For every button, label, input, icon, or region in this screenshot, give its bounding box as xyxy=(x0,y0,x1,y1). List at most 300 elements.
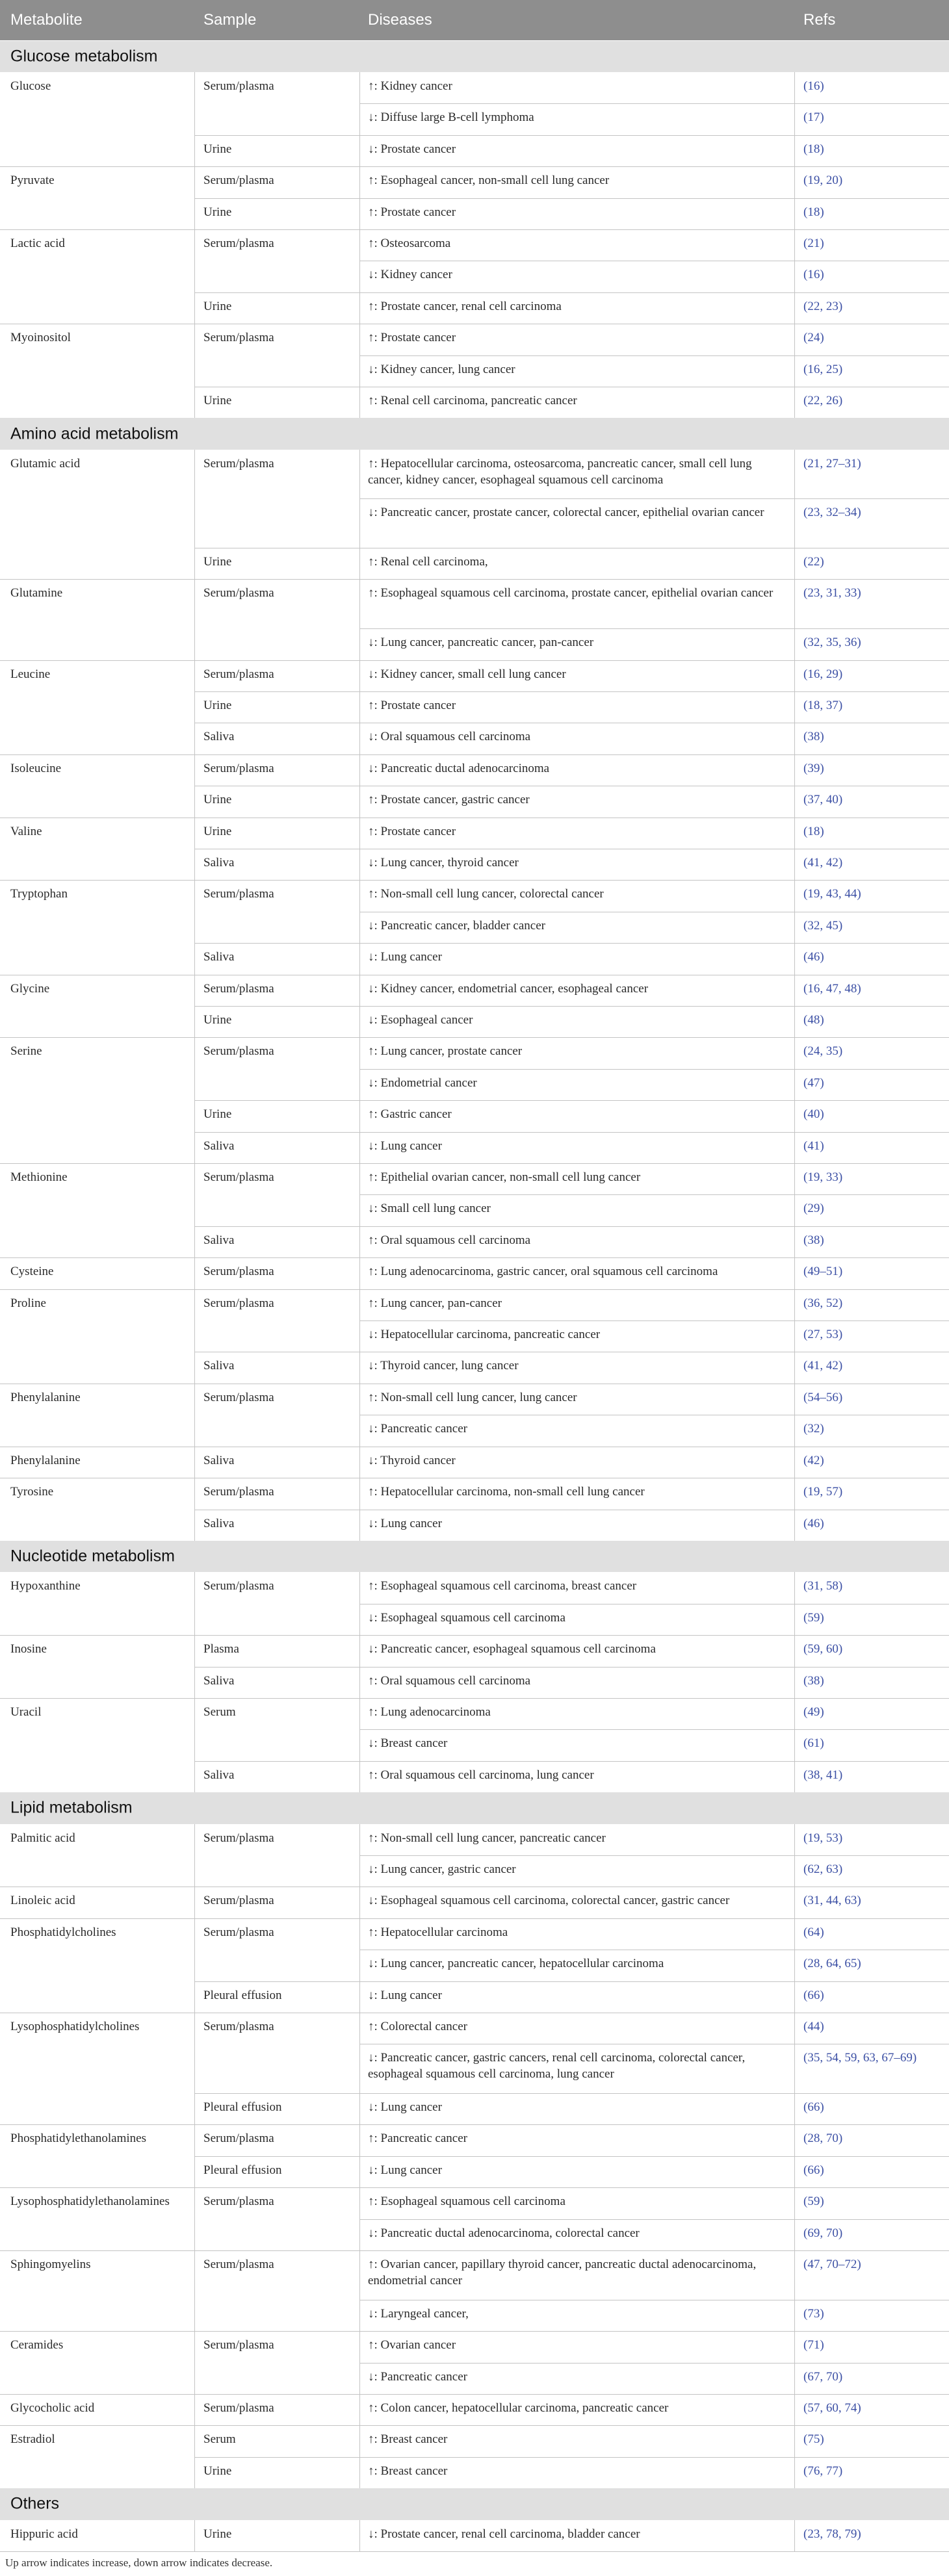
reference-link: (38, 41) xyxy=(803,1768,843,1782)
sample-type: Serum/plasma xyxy=(203,1831,274,1845)
reference-link: (24, 35) xyxy=(803,1044,843,1059)
metabolite-name: Leucine xyxy=(10,667,51,681)
row-divider xyxy=(0,2331,949,2332)
section-title: Others xyxy=(10,2494,60,2513)
row-divider xyxy=(0,1037,949,1038)
metabolite-name: Palmitic acid xyxy=(10,1831,75,1845)
sample-type: Saliva xyxy=(203,1673,235,1688)
metabolite-name: Pyruvate xyxy=(10,174,55,188)
row-divider xyxy=(0,1163,949,1164)
section-title: Lipid metabolism xyxy=(10,1798,133,1817)
sample-type: Serum/plasma xyxy=(203,2401,274,2415)
sample-type: Pleural effusion xyxy=(203,1988,282,2002)
row-divider xyxy=(359,628,949,629)
row-divider xyxy=(194,1981,949,1982)
reference-link: (22) xyxy=(803,555,824,569)
disease-entry: ↑: Pancreatic cancer xyxy=(368,2132,467,2146)
sample-type: Serum/plasma xyxy=(203,2132,274,2146)
disease-entry: ↑: Prostate cancer xyxy=(368,698,456,712)
sample-type: Serum/plasma xyxy=(203,667,274,681)
reference-link: (21, 27–31) xyxy=(803,456,861,470)
disease-entry: ↓: Thyroid cancer, lung cancer xyxy=(368,1359,519,1373)
section-title: Nucleotide metabolism xyxy=(10,1547,175,1565)
reference-link: (18) xyxy=(803,205,824,219)
column-divider xyxy=(359,1824,360,2489)
reference-link: (76, 77) xyxy=(803,2464,843,2478)
sample-type: Saliva xyxy=(203,1139,235,1153)
metabolite-name: Ceramides xyxy=(10,2338,64,2352)
sample-type: Serum/plasma xyxy=(203,981,274,996)
disease-entry: ↑: Colorectal cancer xyxy=(368,2020,467,2034)
disease-entry: ↑: Esophageal squamous cell carcinoma, prostate cancer, epithelial ovarian cancer xyxy=(368,586,774,600)
metabolite-name: Tyrosine xyxy=(10,1485,54,1499)
row-divider xyxy=(359,2219,949,2220)
sample-type: Saliva xyxy=(203,1359,235,1373)
sample-type: Serum/plasma xyxy=(203,2020,274,2034)
disease-entry: ↑: Esophageal squamous cell carcinoma, breast cancer xyxy=(368,1579,637,1593)
disease-entry: ↑: Epithelial ovarian cancer, non-small cell lung cancer xyxy=(368,1170,641,1185)
column-divider xyxy=(794,450,795,1541)
metabolite-name: Phenylalanine xyxy=(10,1390,81,1404)
metabolite-name: Glutamine xyxy=(10,586,63,600)
reference-link: (19, 20) xyxy=(803,174,843,188)
sample-type: Saliva xyxy=(203,950,235,964)
disease-entry: ↑: Hepatocellular carcinoma xyxy=(368,1925,508,1939)
disease-entry: ↓: Esophageal cancer xyxy=(368,1013,473,1027)
reference-link: (32, 45) xyxy=(803,918,843,933)
sample-type: Pleural effusion xyxy=(203,2100,282,2115)
sample-type: Serum/plasma xyxy=(203,1265,274,1279)
section-title: Glucose metabolism xyxy=(10,47,158,66)
disease-entry: ↓: Pancreatic cancer xyxy=(368,1422,467,1436)
reference-link: (23, 78, 79) xyxy=(803,2527,861,2541)
sample-type: Urine xyxy=(203,142,232,156)
row-divider xyxy=(0,166,949,167)
column-divider xyxy=(194,2520,195,2551)
disease-entry: ↑: Lung adenocarcinoma xyxy=(368,1705,491,1719)
sample-type: Serum/plasma xyxy=(203,586,274,600)
row-divider xyxy=(194,2457,949,2458)
row-divider xyxy=(359,355,949,356)
row-divider xyxy=(359,1320,949,1321)
row-divider xyxy=(194,1667,949,1668)
disease-entry: ↓: Esophageal squamous cell carcinoma xyxy=(368,1610,566,1625)
reference-link: (39) xyxy=(803,761,824,775)
row-divider xyxy=(194,2156,949,2157)
reference-link: (24) xyxy=(803,331,824,345)
disease-entry: ↓: Laryngeal cancer, xyxy=(368,2306,469,2321)
header-refs: Refs xyxy=(803,11,836,29)
metabolite-name: Glycocholic acid xyxy=(10,2401,95,2415)
sample-type: Serum/plasma xyxy=(203,1170,274,1185)
reference-link: (41, 42) xyxy=(803,1359,843,1373)
disease-entry: ↓: Lung cancer, thyroid cancer xyxy=(368,855,519,869)
reference-link: (38) xyxy=(803,1673,824,1688)
column-divider xyxy=(359,1572,360,1792)
disease-entry: ↑: Prostate cancer, renal cell carcinoma xyxy=(368,299,562,313)
reference-link: (61) xyxy=(803,1736,824,1751)
disease-entry: ↑: Prostate cancer, gastric cancer xyxy=(368,793,530,807)
sample-type: Serum/plasma xyxy=(203,2195,274,2209)
reference-link: (21) xyxy=(803,236,824,250)
sample-type: Serum/plasma xyxy=(203,174,274,188)
metabolite-name: Glutamic acid xyxy=(10,456,81,470)
disease-entry: ↓: Diffuse large B-cell lymphoma xyxy=(368,110,534,125)
section-header xyxy=(0,2488,949,2519)
sample-type: Saliva xyxy=(203,1453,235,1467)
column-divider xyxy=(794,2520,795,2551)
row-divider xyxy=(194,292,949,293)
disease-entry: ↓: Lung cancer xyxy=(368,950,442,964)
reference-link: (54–56) xyxy=(803,1390,843,1404)
row-divider xyxy=(0,2425,949,2426)
disease-entry: ↓: Endometrial cancer xyxy=(368,1075,477,1090)
metabolite-name: Hypoxanthine xyxy=(10,1579,81,1593)
reference-link: (40) xyxy=(803,1107,824,1122)
sample-type: Serum xyxy=(203,1705,236,1719)
sample-type: Saliva xyxy=(203,855,235,869)
row-divider xyxy=(0,2187,949,2188)
disease-entry: ↓: Lung cancer, pancreatic cancer, pan-cancer xyxy=(368,636,594,650)
disease-entry: ↓: Lung cancer xyxy=(368,2100,442,2115)
header-metabolite: Metabolite xyxy=(10,11,83,29)
disease-entry: ↑: Esophageal squamous cell carcinoma xyxy=(368,2195,566,2209)
section-header xyxy=(0,1541,949,1572)
metabolite-name: Proline xyxy=(10,1296,46,1310)
row-divider xyxy=(359,498,949,499)
metabolite-name: Glucose xyxy=(10,79,51,93)
reference-link: (46) xyxy=(803,1516,824,1530)
sample-type: Serum/plasma xyxy=(203,887,274,901)
reference-link: (31, 58) xyxy=(803,1579,843,1593)
reference-link: (41) xyxy=(803,1139,824,1153)
disease-entry: ↓: Pancreatic cancer, bladder cancer xyxy=(368,918,545,933)
header-diseases: Diseases xyxy=(368,11,432,29)
disease-entry: ↑: Esophageal cancer, non-small cell lung cancer xyxy=(368,174,610,188)
sample-type: Saliva xyxy=(203,730,235,744)
reference-link: (18) xyxy=(803,824,824,838)
section-header xyxy=(0,1792,949,1823)
reference-link: (16) xyxy=(803,268,824,282)
metabolite-name: Inosine xyxy=(10,1642,47,1656)
row-divider xyxy=(359,103,949,104)
reference-link: (32) xyxy=(803,1422,824,1436)
sample-type: Urine xyxy=(203,555,232,569)
disease-entry: ↑: Hepatocellular carcinoma, osteosarcoma, pancreatic cancer, small cell lung cancer, kidney cancer, esophageal squamous cell carcinoma xyxy=(368,456,752,487)
sample-type: Serum xyxy=(203,2432,236,2447)
sample-type: Serum/plasma xyxy=(203,1485,274,1499)
reference-link: (38) xyxy=(803,1233,824,1247)
sample-type: Serum/plasma xyxy=(203,1390,274,1404)
row-divider xyxy=(194,135,949,136)
sample-type: Saliva xyxy=(203,1768,235,1782)
metabolite-name: Serine xyxy=(10,1044,42,1059)
column-divider xyxy=(194,450,195,1541)
reference-link: (17) xyxy=(803,110,824,125)
reference-link: (19, 43, 44) xyxy=(803,887,861,901)
row-divider xyxy=(194,1761,949,1762)
reference-link: (38) xyxy=(803,730,824,744)
reference-link: (37, 40) xyxy=(803,793,843,807)
disease-entry: ↑: Hepatocellular carcinoma, non-small cell lung cancer xyxy=(368,1485,645,1499)
disease-entry: ↑: Breast cancer xyxy=(368,2464,448,2478)
disease-entry: ↓: Kidney cancer, lung cancer xyxy=(368,362,515,376)
row-divider xyxy=(194,1006,949,1007)
reference-link: (28, 64, 65) xyxy=(803,1957,861,1971)
reference-link: (22, 26) xyxy=(803,394,843,407)
row-divider xyxy=(359,1855,949,1856)
row-divider xyxy=(194,943,949,944)
reference-link: (16, 47, 48) xyxy=(803,981,861,996)
row-divider xyxy=(0,1698,949,1699)
disease-entry: ↑: Renal cell carcinoma, pancreatic cancer xyxy=(368,394,577,407)
column-divider xyxy=(194,72,195,418)
disease-entry: ↑: Osteosarcoma xyxy=(368,236,451,250)
disease-entry: ↑: Ovarian cancer, papillary thyroid cancer, pancreatic ductal adenocarcinoma, endometrial cancer xyxy=(368,2258,757,2288)
row-divider xyxy=(194,1132,949,1133)
column-divider xyxy=(359,450,360,1541)
reference-link: (71) xyxy=(803,2338,824,2352)
reference-link: (22, 23) xyxy=(803,299,843,313)
sample-type: Serum/plasma xyxy=(203,761,274,775)
reference-link: (41, 42) xyxy=(803,855,843,869)
disease-entry: ↑: Non-small cell lung cancer, colorectal cancer xyxy=(368,887,604,901)
disease-entry: ↑: Prostate cancer xyxy=(368,824,456,838)
table-footnote: Up arrow indicates increase, down arrow indicates decrease. xyxy=(5,2557,273,2569)
sample-type: Serum/plasma xyxy=(203,1925,274,1939)
reference-link: (66) xyxy=(803,2163,824,2177)
reference-link: (49) xyxy=(803,1705,824,1719)
reference-link: (46) xyxy=(803,950,824,964)
metabolite-name: Uracil xyxy=(10,1705,42,1719)
disease-entry: ↑: Oral squamous cell carcinoma, lung cancer xyxy=(368,1768,594,1782)
disease-entry: ↑: Kidney cancer xyxy=(368,79,452,93)
disease-entry: ↓: Pancreatic cancer, prostate cancer, colorectal cancer, epithelial ovarian cancer xyxy=(368,506,764,520)
column-divider xyxy=(194,1572,195,1792)
sample-type: Urine xyxy=(203,2527,232,2541)
column-divider xyxy=(794,1572,795,1792)
reference-link: (19, 33) xyxy=(803,1170,843,1185)
metabolite-name: Lactic acid xyxy=(10,236,65,250)
sample-type: Urine xyxy=(203,299,232,313)
disease-entry: ↑: Colon cancer, hepatocellular carcinoma, pancreatic cancer xyxy=(368,2401,669,2415)
sample-type: Serum/plasma xyxy=(203,2258,274,2272)
metabolite-name: Linoleic acid xyxy=(10,1894,75,1908)
table-header xyxy=(0,0,949,40)
sample-type: Serum/plasma xyxy=(203,1296,274,1310)
row-divider xyxy=(0,2250,949,2251)
reference-link: (18, 37) xyxy=(803,698,843,712)
metabolite-name: Estradiol xyxy=(10,2432,55,2447)
reference-link: (66) xyxy=(803,2100,824,2115)
metabolite-name: Tryptophan xyxy=(10,887,68,901)
column-divider xyxy=(794,1824,795,2489)
section-header xyxy=(0,418,949,449)
reference-link: (73) xyxy=(803,2306,824,2321)
metabolite-name: Myoinositol xyxy=(10,331,71,345)
disease-entry: ↑: Gastric cancer xyxy=(368,1107,452,1122)
metabolite-name: Sphingomyelins xyxy=(10,2258,91,2272)
disease-entry: ↓: Prostate cancer, renal cell carcinoma, bladder cancer xyxy=(368,2527,640,2541)
sample-type: Urine xyxy=(203,1013,232,1027)
sample-type: Serum/plasma xyxy=(203,456,274,470)
row-divider xyxy=(0,2124,949,2125)
row-divider xyxy=(359,1069,949,1070)
sample-type: Plasma xyxy=(203,1642,239,1656)
row-divider xyxy=(359,1729,949,1730)
sample-type: Serum/plasma xyxy=(203,1044,274,1059)
sample-type: Pleural effusion xyxy=(203,2163,282,2177)
row-divider xyxy=(194,691,949,692)
reference-link: (47) xyxy=(803,1075,824,1090)
disease-entry: ↓: Kidney cancer, endometrial cancer, esophageal cancer xyxy=(368,981,649,996)
disease-entry: ↓: Breast cancer xyxy=(368,1736,448,1751)
sample-type: Urine xyxy=(203,1107,232,1122)
reference-link: (59) xyxy=(803,2195,824,2209)
disease-entry: ↑: Lung cancer, prostate cancer xyxy=(368,1044,523,1059)
disease-entry: ↓: Lung cancer xyxy=(368,2163,442,2177)
disease-entry: ↓: Lung cancer xyxy=(368,1516,442,1530)
sample-type: Serum/plasma xyxy=(203,2338,274,2352)
reference-link: (59) xyxy=(803,1610,824,1625)
metabolite-name: Isoleucine xyxy=(10,761,62,775)
row-divider xyxy=(0,660,949,661)
disease-entry: ↓: Hepatocellular carcinoma, pancreatic cancer xyxy=(368,1328,601,1342)
section-title: Amino acid metabolism xyxy=(10,424,179,443)
reference-link: (66) xyxy=(803,1988,824,2002)
sample-type: Urine xyxy=(203,793,232,807)
column-divider xyxy=(359,72,360,418)
reference-link: (19, 57) xyxy=(803,1485,843,1499)
header-sample: Sample xyxy=(203,11,257,29)
row-divider xyxy=(0,1918,949,1919)
reference-link: (42) xyxy=(803,1453,824,1467)
sample-type: Serum/plasma xyxy=(203,236,274,250)
metabolite-name: Hippuric acid xyxy=(10,2527,78,2541)
row-divider xyxy=(0,1257,949,1258)
row-divider xyxy=(0,2394,949,2395)
disease-entry: ↑: Non-small cell lung cancer, pancreatic cancer xyxy=(368,1831,606,1845)
reference-link: (64) xyxy=(803,1925,824,1939)
disease-entry: ↑: Oral squamous cell carcinoma xyxy=(368,1673,531,1688)
metabolite-name: Phosphatidylcholines xyxy=(10,1925,116,1939)
reference-link: (32, 35, 36) xyxy=(803,636,861,650)
reference-link: (59, 60) xyxy=(803,1642,843,1656)
metabolite-name: Valine xyxy=(10,824,42,838)
row-divider xyxy=(359,1194,949,1195)
section-header xyxy=(0,41,949,72)
column-divider xyxy=(194,1824,195,2489)
row-divider xyxy=(194,2093,949,2094)
reference-link: (16, 29) xyxy=(803,667,843,681)
disease-entry: ↓: Pancreatic ductal adenocarcinoma, colorectal cancer xyxy=(368,2226,640,2240)
sample-type: Saliva xyxy=(203,1516,235,1530)
reference-link: (47, 70–72) xyxy=(803,2258,861,2272)
disease-entry: ↑: Prostate cancer xyxy=(368,205,456,219)
column-divider xyxy=(359,2520,360,2551)
reference-link: (69, 70) xyxy=(803,2226,843,2240)
reference-link: (31, 44, 63) xyxy=(803,1894,861,1908)
reference-link: (28, 70) xyxy=(803,2132,843,2146)
row-divider xyxy=(0,754,949,755)
disease-entry: ↓: Oral squamous cell carcinoma xyxy=(368,730,531,744)
metabolite-name: Lysophosphatidylethanolamines xyxy=(10,2195,170,2209)
disease-entry: ↓: Esophageal squamous cell carcinoma, colorectal cancer, gastric cancer xyxy=(368,1894,730,1908)
disease-entry: ↑: Prostate cancer xyxy=(368,331,456,345)
reference-link: (48) xyxy=(803,1013,824,1027)
reference-link: (35, 54, 59, 63, 67–69) xyxy=(803,2051,917,2065)
sample-type: Saliva xyxy=(203,1233,235,1247)
disease-entry: ↑: Breast cancer xyxy=(368,2432,448,2447)
sample-type: Urine xyxy=(203,205,232,219)
row-divider xyxy=(194,1226,949,1227)
row-divider xyxy=(0,1635,949,1636)
disease-entry: ↓: Thyroid cancer xyxy=(368,1453,456,1467)
reference-link: (23, 32–34) xyxy=(803,506,861,520)
row-divider xyxy=(0,880,949,881)
row-divider xyxy=(0,579,949,580)
sample-type: Urine xyxy=(203,698,232,712)
disease-entry: ↓: Prostate cancer xyxy=(368,142,456,156)
disease-entry: ↑: Ovarian cancer xyxy=(368,2338,456,2352)
disease-entry: ↓: Pancreatic cancer, esophageal squamous cell carcinoma xyxy=(368,1642,656,1656)
reference-link: (67, 70) xyxy=(803,2369,843,2384)
reference-link: (57, 60, 74) xyxy=(803,2401,861,2415)
metabolite-name: Phosphatidylethanolamines xyxy=(10,2132,146,2146)
sample-type: Serum/plasma xyxy=(203,79,274,93)
disease-entry: ↓: Kidney cancer, small cell lung cancer xyxy=(368,667,566,681)
reference-link: (18) xyxy=(803,142,824,156)
reference-link: (16) xyxy=(803,79,824,93)
row-divider xyxy=(0,2551,949,2552)
disease-entry: ↑: Oral squamous cell carcinoma xyxy=(368,1233,531,1247)
reference-link: (44) xyxy=(803,2020,824,2034)
sample-type: Serum/plasma xyxy=(203,1894,274,1908)
reference-link: (75) xyxy=(803,2432,824,2447)
metabolite-name: Glycine xyxy=(10,981,50,996)
disease-entry: ↑: Lung cancer, pan-cancer xyxy=(368,1296,502,1310)
disease-entry: ↓: Lung cancer xyxy=(368,1139,442,1153)
disease-entry: ↓: Small cell lung cancer xyxy=(368,1202,491,1216)
row-divider xyxy=(0,229,949,230)
reference-link: (27, 53) xyxy=(803,1328,843,1342)
row-divider xyxy=(194,198,949,199)
sample-type: Serum/plasma xyxy=(203,331,274,345)
disease-entry: ↓: Pancreatic ductal adenocarcinoma xyxy=(368,761,550,775)
column-divider xyxy=(794,72,795,418)
sample-type: Serum/plasma xyxy=(203,1579,274,1593)
reference-link: (16, 25) xyxy=(803,362,843,376)
disease-entry: ↑: Lung adenocarcinoma, gastric cancer, oral squamous cell carcinoma xyxy=(368,1265,718,1279)
reference-link: (49–51) xyxy=(803,1265,843,1279)
row-divider xyxy=(0,1289,949,1290)
disease-entry: ↓: Lung cancer, pancreatic cancer, hepatocellular carcinoma xyxy=(368,1957,664,1971)
sample-type: Urine xyxy=(203,394,232,407)
row-divider xyxy=(194,1100,949,1101)
metabolite-name: Lysophosphatidylcholines xyxy=(10,2020,140,2034)
disease-entry: ↓: Pancreatic cancer xyxy=(368,2369,467,2384)
reference-link: (36, 52) xyxy=(803,1296,843,1310)
sample-type: Urine xyxy=(203,824,232,838)
metabolite-name: Methionine xyxy=(10,1170,68,1185)
disease-entry: ↓: Kidney cancer xyxy=(368,268,452,282)
disease-entry: ↑: Non-small cell lung cancer, lung cancer xyxy=(368,1390,577,1404)
disease-entry: ↓: Lung cancer xyxy=(368,1988,442,2002)
disease-entry: ↑: Renal cell carcinoma, xyxy=(368,555,488,569)
sample-type: Urine xyxy=(203,2464,232,2478)
reference-link: (62, 63) xyxy=(803,1862,843,1876)
disease-entry: ↓: Lung cancer, gastric cancer xyxy=(368,1862,516,1876)
